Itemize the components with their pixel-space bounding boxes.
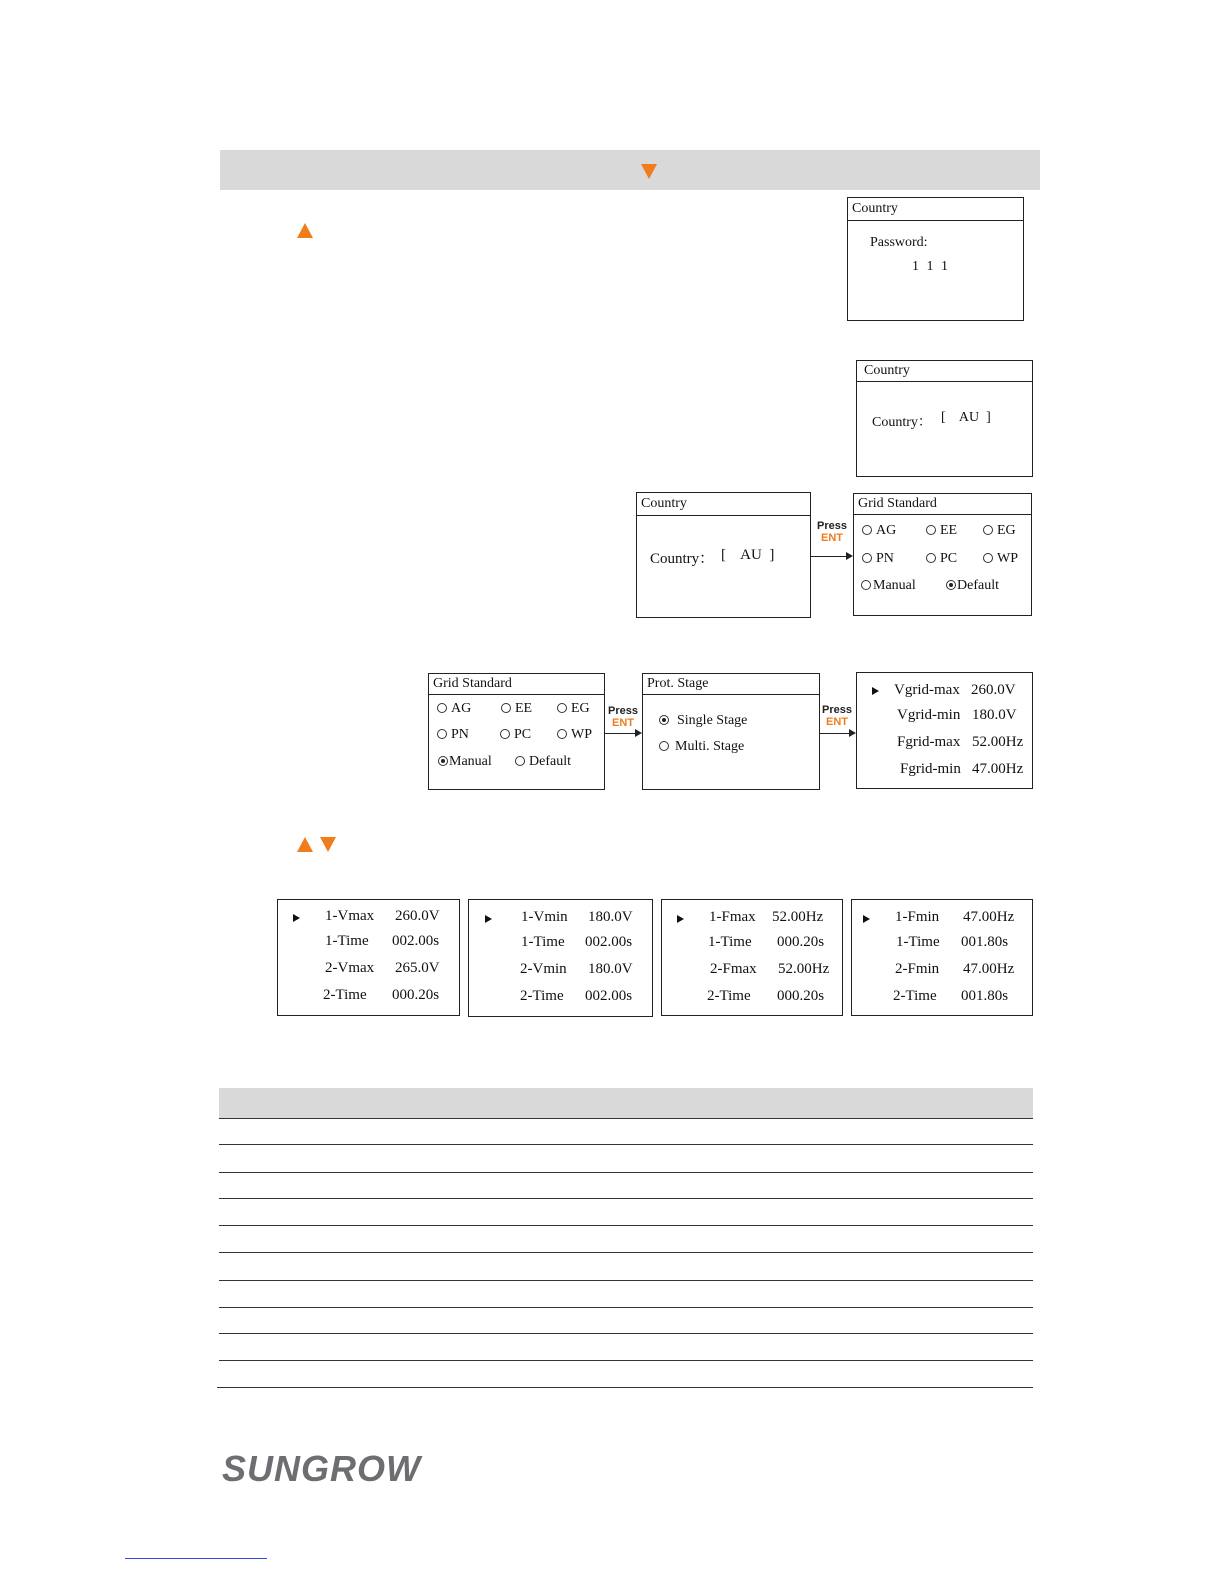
option-pn: PN [862,551,894,567]
param-label: 2-Vmin [520,961,567,977]
down-arrow-icon [641,164,657,179]
table-row-divider [219,1252,1033,1253]
option-wp: WP [557,727,592,743]
radio-icon [862,553,872,563]
param-label: 2-Time [893,988,937,1004]
pointer-icon [677,915,684,923]
radio-icon [557,729,567,739]
param-label: 1-Vmin [521,909,568,925]
param-value: 000.20s [392,987,440,1003]
lcd-stage-fmax-screen [661,899,843,1016]
param-label: 1-Vmax [325,908,375,924]
param-value: 52.00Hz [772,909,824,925]
param-value: 260.0V [395,908,440,924]
option-eg: EG [557,701,590,717]
footer-link[interactable] [125,1558,267,1559]
table-row-divider [219,1144,1033,1145]
radio-icon [500,729,510,739]
table-row-divider [219,1333,1033,1334]
radio-selected-icon [438,756,448,766]
param-label: 2-Time [707,988,751,1004]
param-label: 2-Fmax [710,961,757,977]
table-row-divider [219,1172,1033,1173]
param-value: 002.00s [585,934,633,950]
arrow-head-icon [846,552,853,560]
ent-key: ENT [612,717,634,729]
param-value: 001.80s [961,934,1009,950]
param-label: 1-Fmax [709,909,756,925]
flow-arrow [605,733,636,734]
option-single-stage: Single Stage [659,713,747,729]
radio-icon [926,553,936,563]
param-value: 002.00s [392,933,440,949]
sungrow-logo: SUNGROW [222,1448,421,1489]
param-value: 000.20s [777,988,825,1004]
param-label: 2-Time [520,988,564,1004]
table-row-divider [219,1360,1033,1361]
flow-arrow [820,733,850,734]
pointer-icon [872,687,879,695]
radio-selected-icon [659,715,669,725]
lcd-title: Grid Standard [429,674,604,695]
lcd-stage-vmax-screen [277,899,460,1016]
lcd-grid-limits-screen [856,672,1033,789]
lcd-title: Country [857,361,1032,382]
limit-label: Fgrid-max [897,734,961,750]
limit-value: 260.0V [971,682,1016,698]
option-ag: AG [862,523,896,539]
param-value: 47.00Hz [963,909,1015,925]
lcd-title: Prot. Stage [643,674,819,695]
flow-arrow [811,556,847,557]
press-word: Press [817,520,847,532]
press-ent-label [812,520,852,544]
param-label: 1-Time [896,934,940,950]
press-word: Press [822,704,852,716]
limit-value: 47.00Hz [972,761,1024,777]
password-value: 1 1 1 [912,259,950,274]
radio-icon [437,703,447,713]
limit-label: Vgrid-max [894,682,960,698]
limit-label: Fgrid-min [900,761,961,777]
param-value: 001.80s [961,988,1009,1004]
param-label: 2-Vmax [325,960,375,976]
table-row-divider [219,1307,1033,1308]
option-manual: Manual [861,578,916,594]
option-eg: EG [983,523,1016,539]
country-label: Country： [650,551,715,567]
press-word: Press [608,705,638,717]
lcd-country-screen [856,360,1033,477]
param-label: 1-Time [325,933,369,949]
lcd-stage-fmin-screen [851,899,1033,1016]
down-arrow-icon [320,837,336,852]
option-ag: AG [437,701,471,717]
pointer-icon [293,914,300,922]
up-arrow-icon [297,223,313,238]
radio-icon [983,525,993,535]
table-row-divider [219,1118,1033,1119]
limit-value: 52.00Hz [972,734,1024,750]
option-default: Default [515,754,571,770]
radio-icon [501,703,511,713]
ent-key: ENT [821,532,843,544]
param-value: 002.00s [585,988,633,1004]
country-value: [ AU ] [721,547,775,563]
option-manual: Manual [438,754,492,770]
limit-value: 180.0V [972,707,1017,723]
param-value: 52.00Hz [778,961,830,977]
radio-icon [557,703,567,713]
ent-key: ENT [826,716,848,728]
table-row-divider [217,1387,1033,1388]
lcd-title: Country [637,493,810,516]
table-header [219,1088,1033,1118]
radio-icon [926,525,936,535]
param-label: 2-Time [323,987,367,1003]
option-ee: EE [501,701,532,717]
radio-icon [659,741,669,751]
country-label: Country： [872,415,932,430]
radio-icon [861,580,871,590]
lcd-country-screen [636,492,811,618]
param-label: 1-Time [521,934,565,950]
pointer-icon [863,915,870,923]
option-multi-stage: Multi. Stage [659,739,744,755]
radio-icon [862,525,872,535]
radio-icon [437,729,447,739]
param-value: 47.00Hz [963,961,1015,977]
option-default: Default [946,578,999,594]
option-wp: WP [983,551,1018,567]
radio-selected-icon [946,580,956,590]
section-header-bar [220,150,1040,190]
radio-icon [515,756,525,766]
up-arrow-icon [297,837,313,852]
option-pc: PC [926,551,957,567]
option-pc: PC [500,727,531,743]
arrow-head-icon [635,729,642,737]
lcd-stage-vmin-screen [468,899,653,1017]
param-label: 1-Fmin [895,909,940,925]
option-ee: EE [926,523,957,539]
press-ent-label [817,704,857,728]
param-value: 180.0V [588,909,633,925]
table-row-divider [219,1198,1033,1199]
param-label: 1-Time [708,934,752,950]
press-ent-label [603,705,643,729]
param-value: 265.0V [395,960,440,976]
param-value: 000.20s [777,934,825,950]
pointer-icon [485,915,492,923]
limit-label: Vgrid-min [897,707,961,723]
lcd-title: Grid Standard [854,494,1031,515]
password-label: Password: [870,235,928,250]
lcd-password-screen [847,197,1024,321]
table-row-divider [219,1280,1033,1281]
lcd-title: Country [848,198,1023,221]
param-label: 2-Fmin [895,961,940,977]
table-row-divider [219,1225,1033,1226]
option-pn: PN [437,727,469,743]
country-value: [ AU ] [941,410,991,425]
arrow-head-icon [849,729,856,737]
radio-icon [983,553,993,563]
lcd-grid-standard-screen [428,673,605,790]
lcd-grid-standard-screen [853,493,1032,616]
lcd-prot-stage-screen [642,673,820,790]
param-value: 180.0V [588,961,633,977]
